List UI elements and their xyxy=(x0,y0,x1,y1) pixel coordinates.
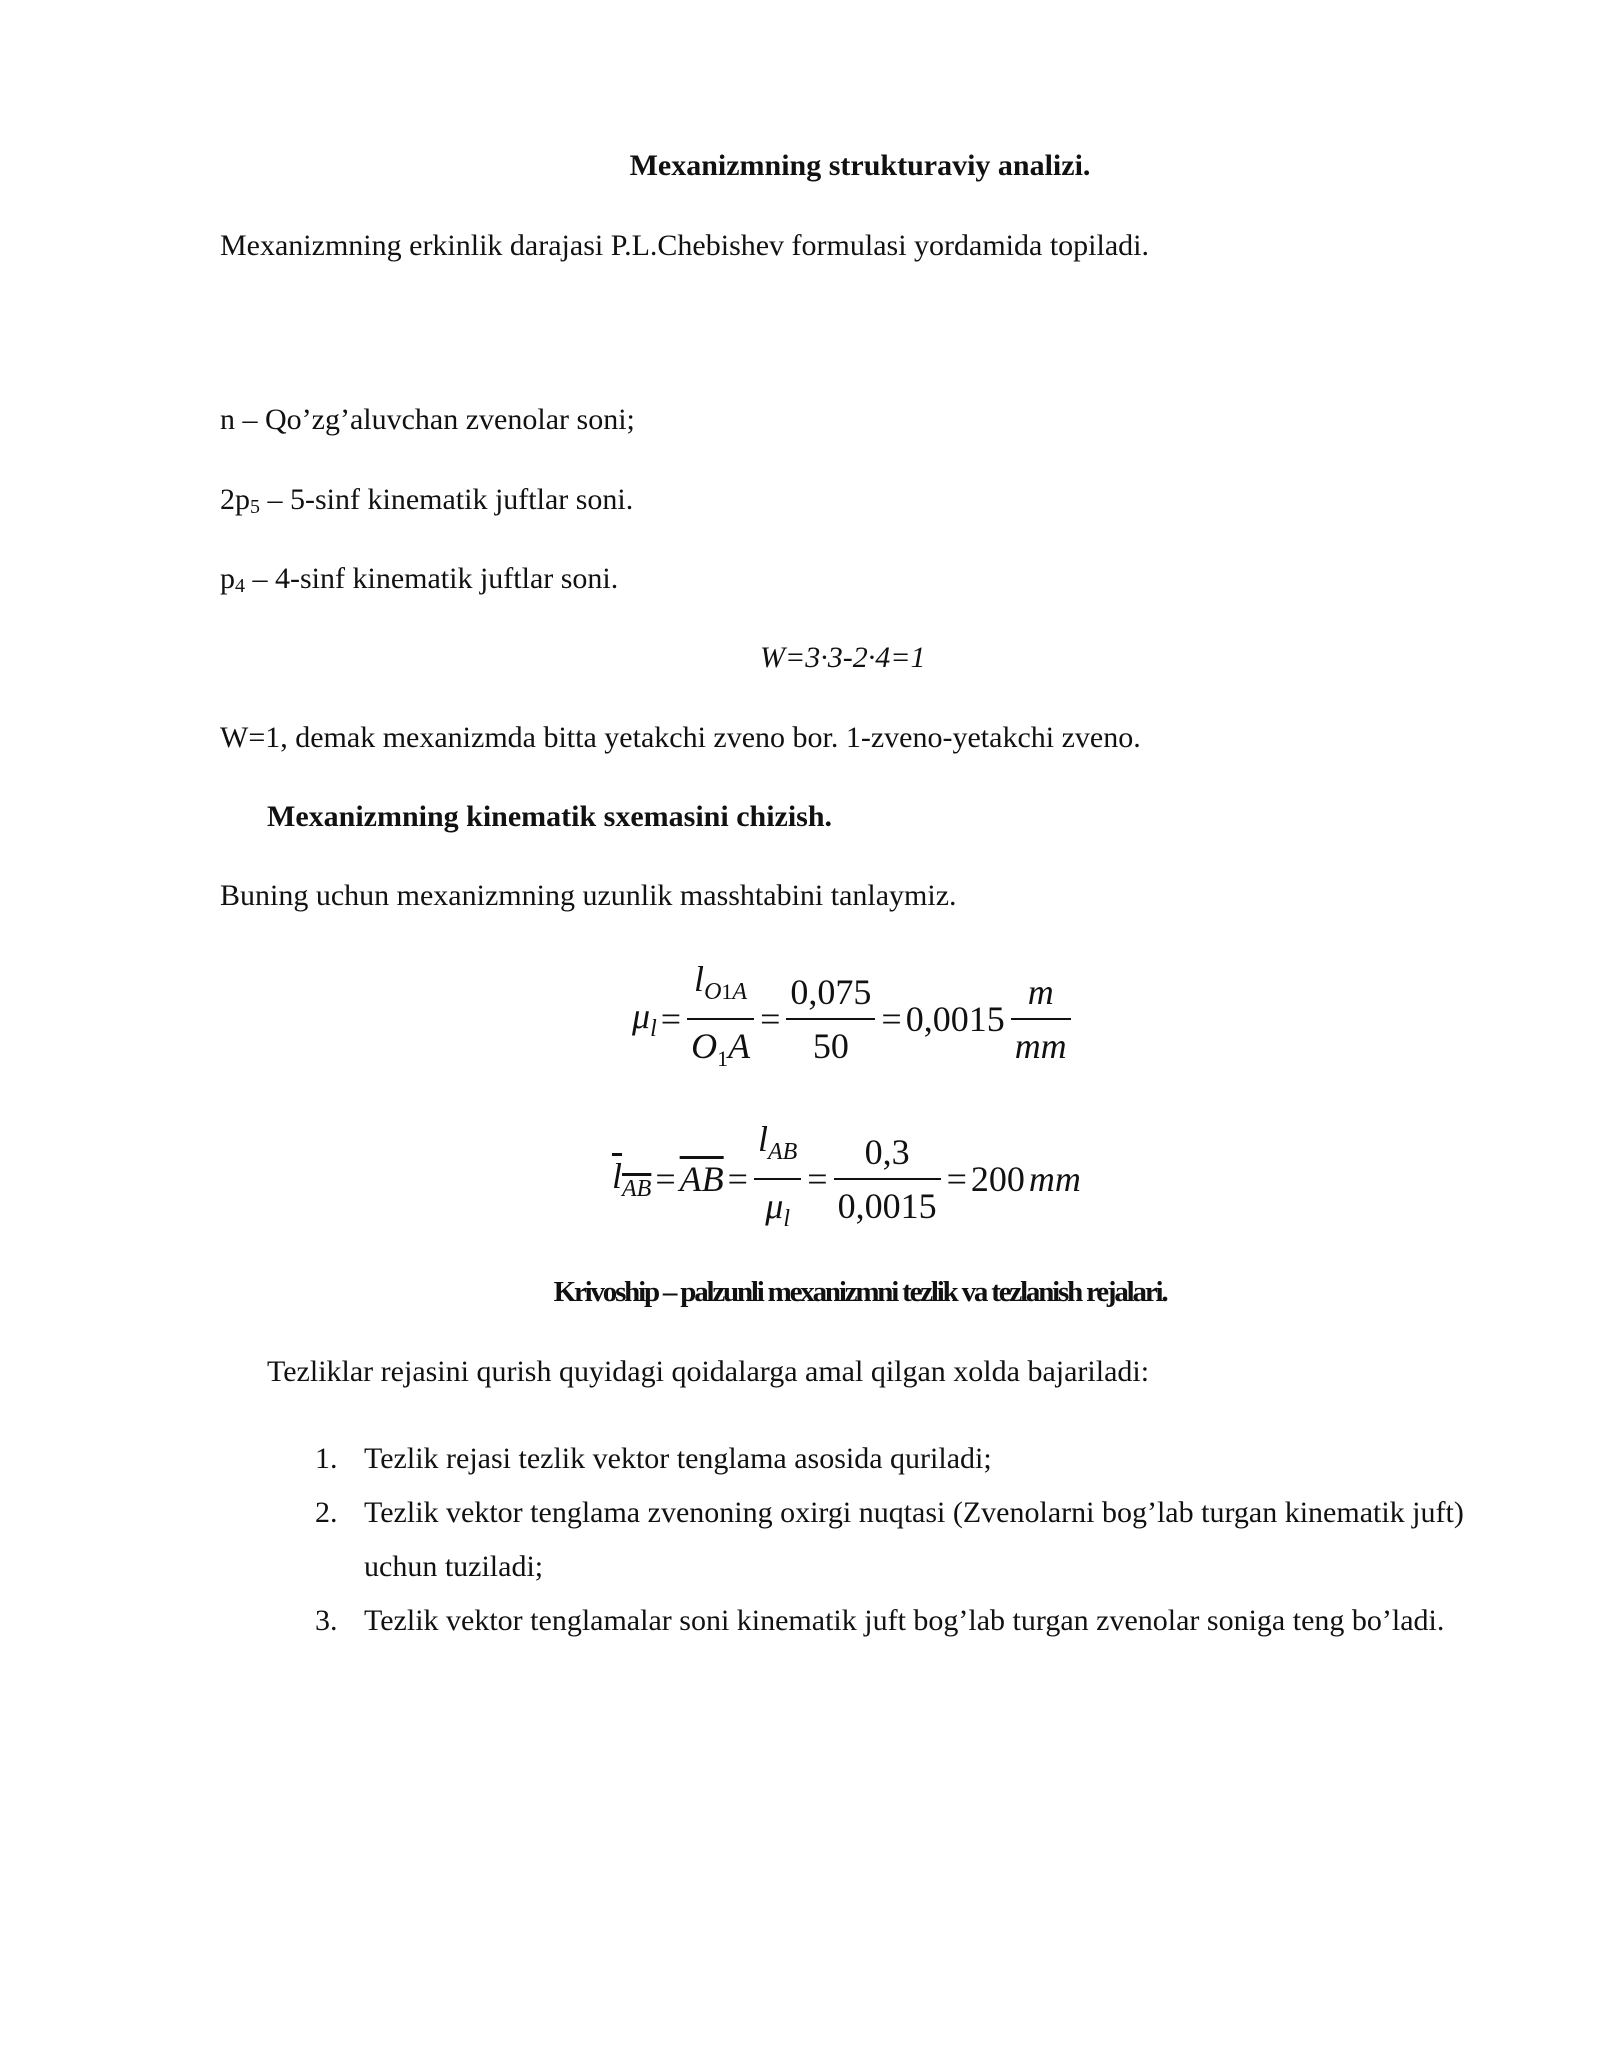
fraction-lab-over-mu: $\frac{l_{AB}}{\mu_l}$ xyxy=(754,1115,801,1243)
definition-p4: $p_4 - 4-\sin f$ kinematik juftlar soni. xyxy=(220,562,619,597)
section-heading-velocity: Krivoship – palzunli mexanizmni tezlik va tezlanish rejalari. xyxy=(553,1276,1167,1308)
definition-p5: $2p_5 - 5-\sin f$ kinematik juftlar soni. xyxy=(220,483,634,518)
fraction-lab-numeric: $\frac{0,3}{0,0015}$ xyxy=(834,1128,941,1230)
list-item: 1. Tezlik rejasi tezlik vektor tenglama asosida quriladi; xyxy=(315,1442,992,1475)
page-title: Mexanizmning strukturaviy analizi. xyxy=(629,149,1091,182)
intro-paragraph: Mexanizmning erkinlik darajasi P.L.Chebishev formulasi yordamida topiladi. xyxy=(220,229,1149,262)
section-heading-kinematic: Mexanizmning kinematik sxemasini chizish. xyxy=(267,800,833,833)
rules-list xyxy=(0,1432,1600,1648)
w-conclusion: W=1, demak mexanizmda bitta yetakchi zveno bor. 1-zveno-yetakchi zveno. xyxy=(220,721,1141,754)
fraction-l-over-o1a: $\frac{l_{O1A}}{O_1A}$ xyxy=(687,955,754,1083)
fraction-unit: $\frac{m}{mm}$ xyxy=(1011,968,1071,1070)
formula-lab-length: $l_{AB} = \overline{AB}$ = $\frac{l_{AB}}{\mu_l}$ = $\frac{0,3}{0,0015}$ = 200 mm xyxy=(610,1115,1083,1243)
list-item: 2. Tezlik vektor tenglama zvenoning oxirgi nuqtasi (Zvenolarni bog’lab turgan kinematik juft) uchun tuziladi; xyxy=(315,1496,1464,1583)
w-formula: W=3·3-2·4=1 xyxy=(760,641,926,674)
scale-intro: Buning uchun mexanizmning uzunlik masshtabini tanlaymiz. xyxy=(220,879,957,912)
fraction-numeric: $\frac{0,075}{50}$ xyxy=(786,968,875,1070)
rules-intro: Tezliklar rejasini qurish quyidagi qoidalarga amal qilgan xolda bajariladi: xyxy=(267,1355,1150,1388)
definition-n: n – Qo’zg’aluvchan zvenolar soni; xyxy=(220,403,635,436)
formula-mu-scale: $\mu_l$ = $\frac{l_{O1A}}{O_1A}$ = $\frac{0,075}{50}$ = 0,0015 $\frac{m}{mm}$ xyxy=(630,955,1075,1083)
list-item: 3. Tezlik vektor tenglamalar soni kinematik juft bog’lab turgan zvenolar soniga teng bo’ladi. xyxy=(315,1604,1445,1637)
